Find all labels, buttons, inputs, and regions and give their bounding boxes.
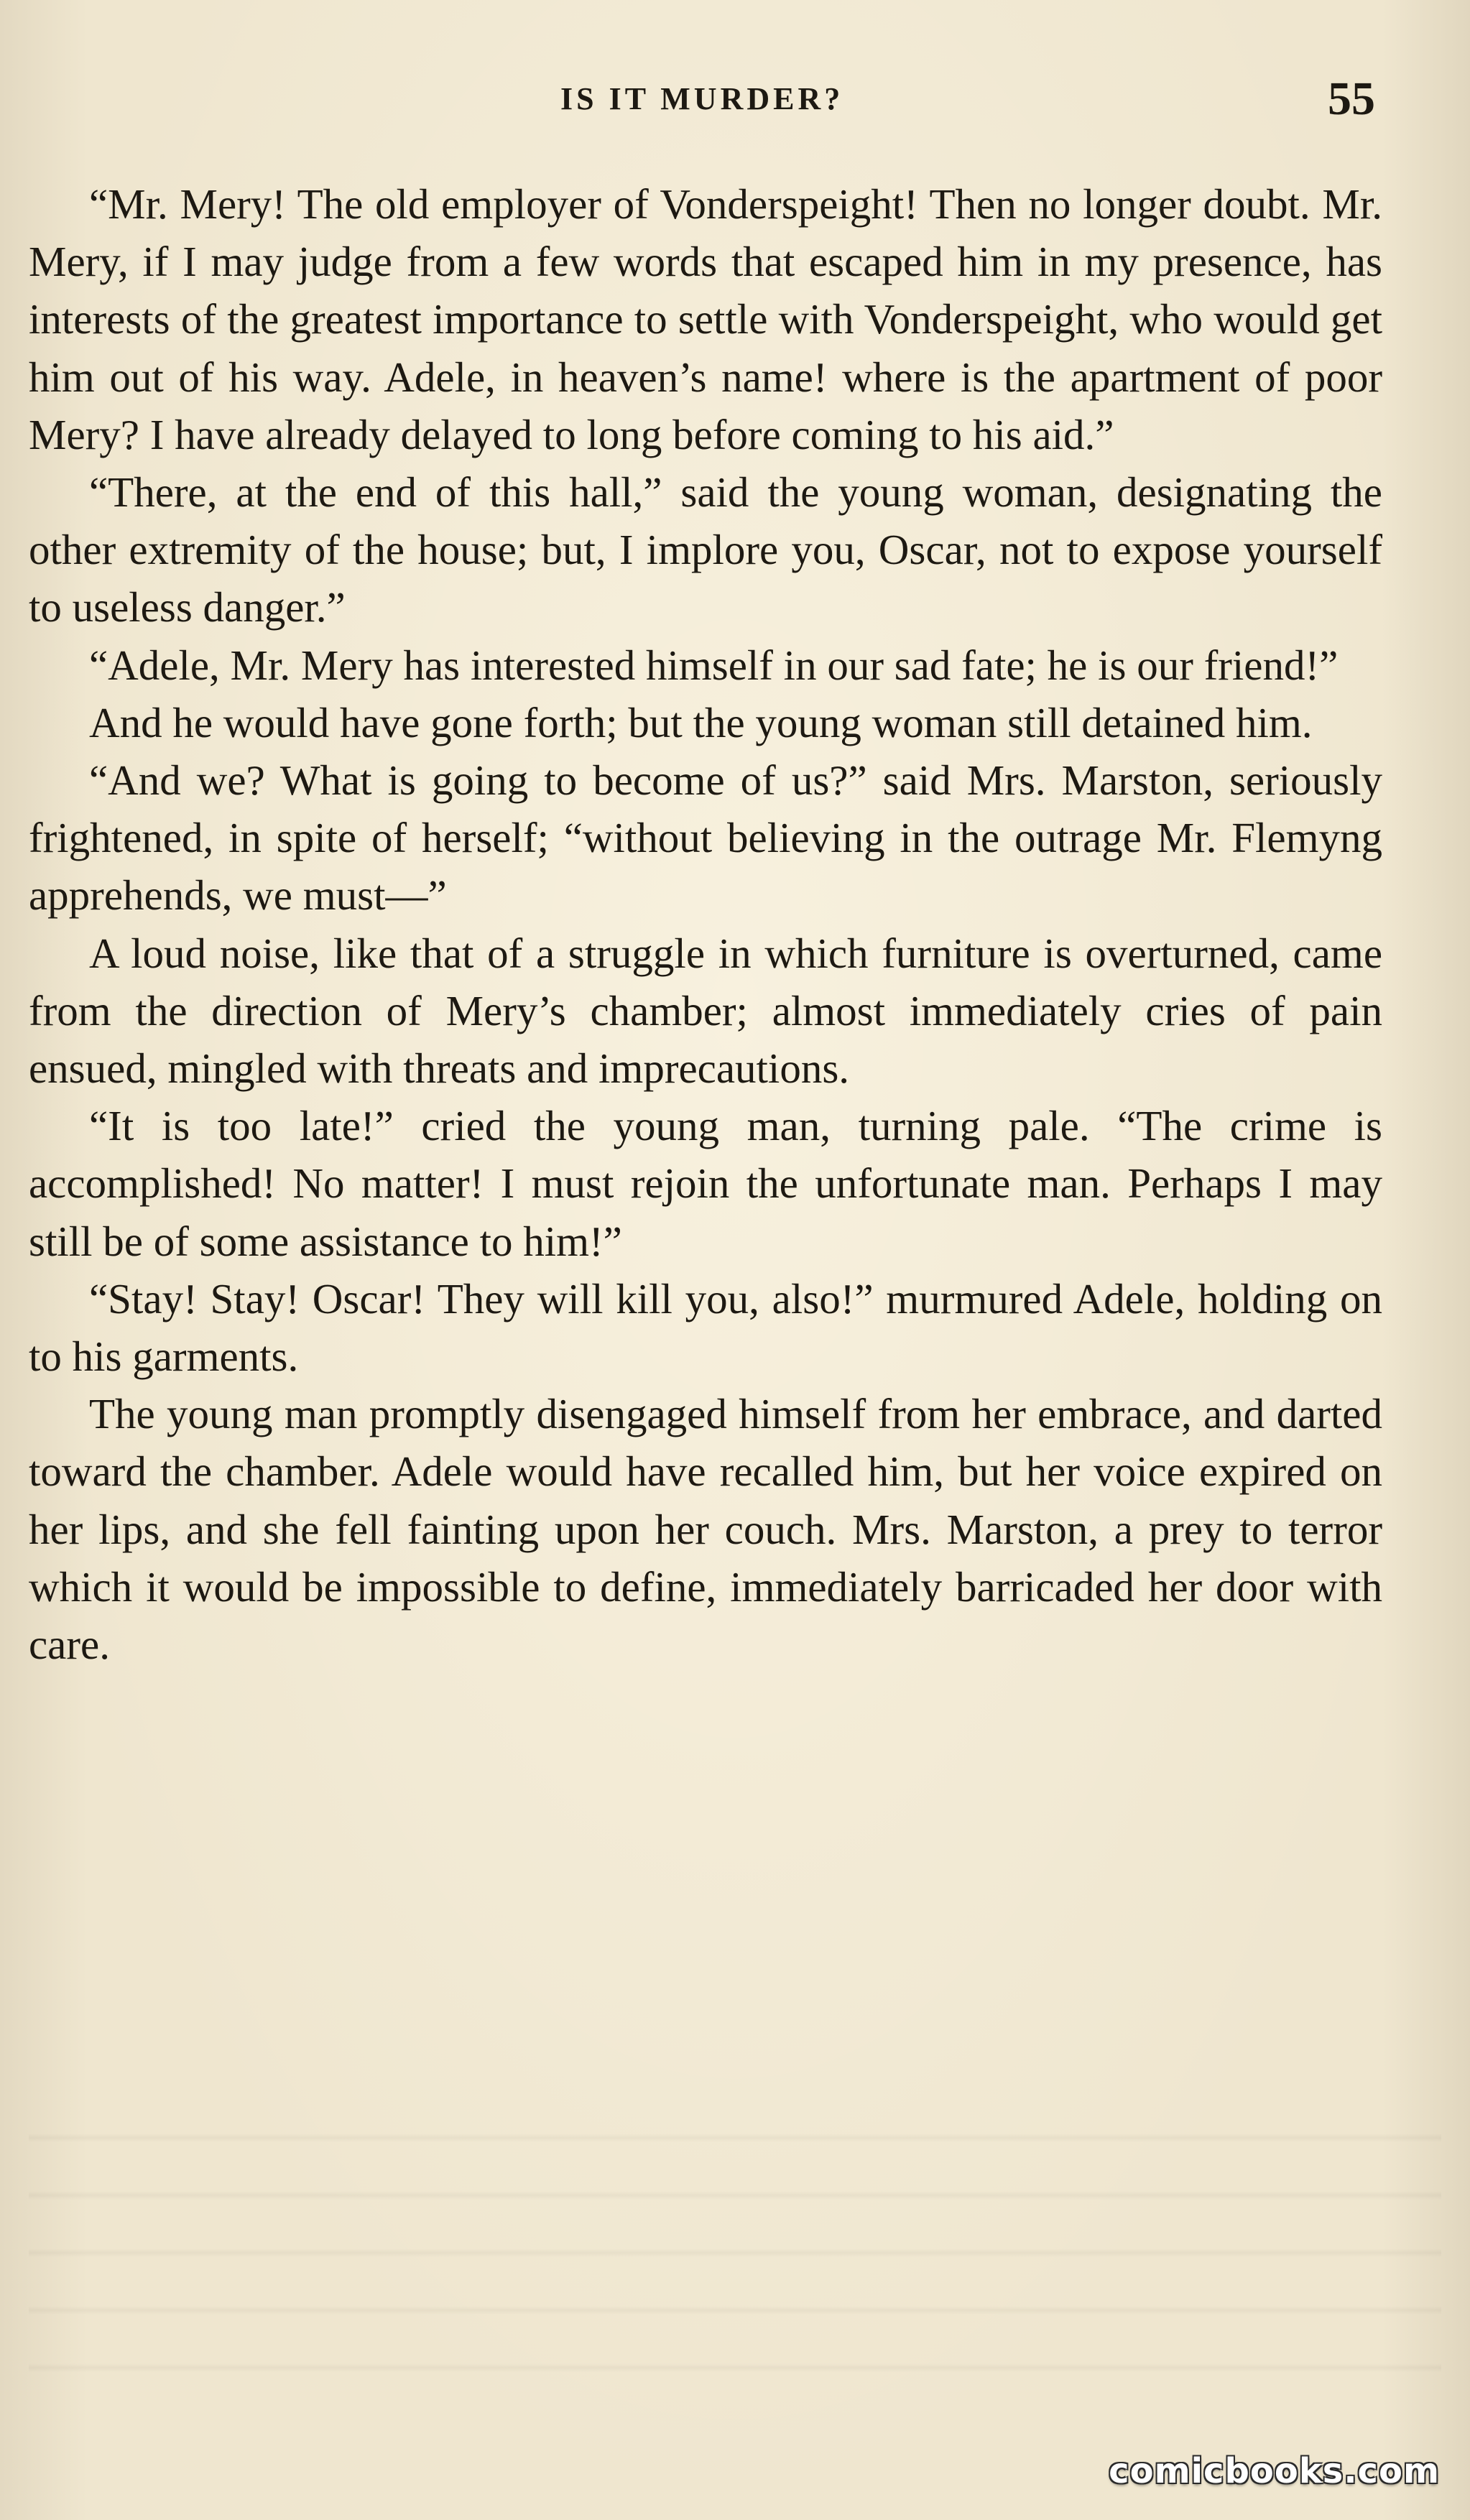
paragraph: “It is too late!” cried the young man, turning pale. “The crime is accomplished! No matter! I must rejoin the unfortunate man. Perhaps I may still be of some assistance to him!” xyxy=(29,1102,1382,1265)
bleed-through-texture xyxy=(29,2105,1441,2406)
page-number: 55 xyxy=(1328,73,1375,125)
paragraph: And he would have gone forth; but the young woman still detained him. xyxy=(89,698,1313,746)
watermark: comicbooks.com xyxy=(1109,2451,1440,2491)
running-title: IS IT MURDER? xyxy=(560,81,844,116)
paragraph: A loud noise, like that of a struggle in which furniture is overturned, came from the direction of Mery’s chamber; almost immediately cries of pain ensued, mingled with threats and imprecautions. xyxy=(29,929,1382,1093)
paragraph: “Mr. Mery! The old employer of Vonderspeight! Then no longer doubt. Mr. Mery, if I may judge from a few words that escaped him in my presence, has interests of the greatest importance to settle with Vonderspeight, who would get him out of his way. Adele, in heaven’s name! where is the apartment of poor Mery? I have already delayed to long before coming to his aid.” xyxy=(29,180,1382,458)
paragraph: “Stay! Stay! Oscar! They will kill you, also!” murmured Adele, holding on to his garments. xyxy=(29,1274,1382,1381)
paragraph: “And we? What is going to become of us?” said Mrs. Marston, seriously frightened, in spite of herself; “without believing in the outrage Mr. Flemyng apprehends, we must—” xyxy=(29,756,1382,919)
body-text xyxy=(29,175,1382,1673)
paragraph: “There, at the end of this hall,” said the young woman, designating the other extremity of the house; but, I implore you, Oscar, not to expose yourself to useless danger.” xyxy=(29,468,1382,631)
paragraph: “Adele, Mr. Mery has interested himself in our sad fate; he is our friend!” xyxy=(89,641,1339,689)
paragraph: The young man promptly disengaged himself from her embrace, and darted toward the chamber. Adele would have recalled him, but her voice expired on her lips, and she fell fainting upon her couch. Mrs. Marston, a prey to terror which it would be impossible to define, immediately barricaded her door with care. xyxy=(29,1390,1382,1669)
running-head xyxy=(29,72,1441,151)
